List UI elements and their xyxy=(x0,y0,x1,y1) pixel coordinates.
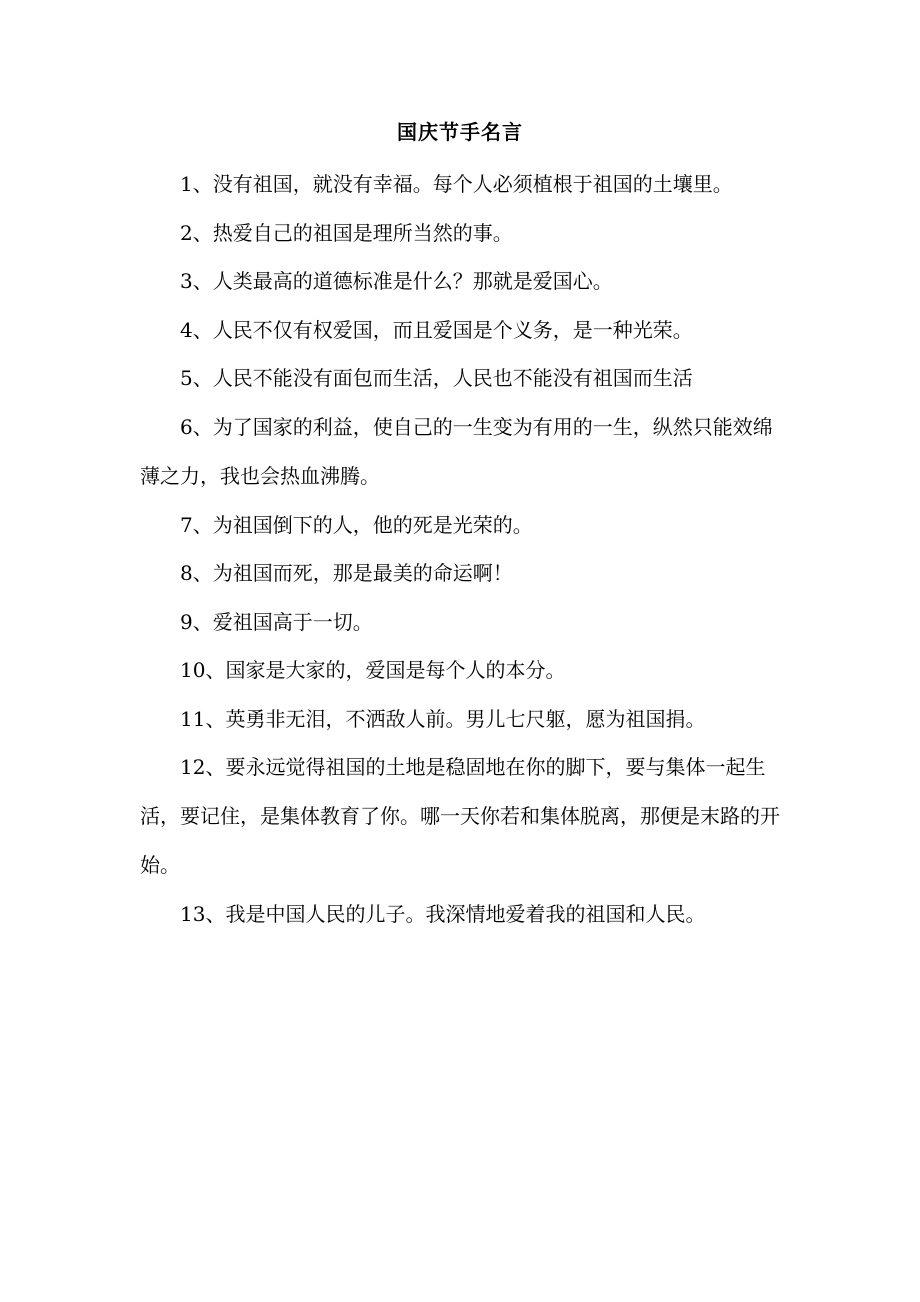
quote-paragraph-4: 4、人民不仅有权爱国，而且爱国是个义务，是一种光荣。 xyxy=(180,317,693,342)
document-title: 国庆节手名言 xyxy=(397,120,523,144)
quote-paragraph-7: 7、为祖国倒下的人，他的死是光荣的。 xyxy=(180,512,533,537)
quote-paragraph-13: 13、我是中国人民的儿子。我深情地爱着我的祖国和人民。 xyxy=(180,902,706,926)
quote-paragraph-6: 6、为了国家的利益，使自己的一生变为有用的一生，纵然只能效绵薄之力，我也会热血沸腾。 xyxy=(140,414,773,488)
quote-paragraph-1: 1、没有祖国，就没有幸福。每个人必须植根于祖国的土壤里。 xyxy=(180,172,733,196)
document-body xyxy=(140,160,788,939)
quote-paragraph-11: 11、英勇非无泪，不洒敌人前。男儿七尺躯，愿为祖国捐。 xyxy=(180,706,706,731)
quote-paragraph-10: 10、国家是大家的，爱国是每个人的本分。 xyxy=(180,658,566,682)
quote-paragraph-8: 8、为祖国而死，那是最美的命运啊！ xyxy=(180,561,513,585)
quote-paragraph-2: 2、热爱自己的祖国是理所当然的事。 xyxy=(180,220,513,245)
quote-paragraph-3: 3、人类最高的道德标准是什么？那就是爱国心。 xyxy=(180,269,613,293)
quote-paragraph-12: 12、要永远觉得祖国的土地是稳固地在你的脚下，要与集体一起生活，要记住，是集体教育了你。哪一天你若和集体脱离，那便是末路的开始。 xyxy=(140,755,780,877)
quote-paragraph-5: 5、人民不能没有面包而生活，人民也不能没有祖国而生活 xyxy=(180,366,693,390)
quote-paragraph-9: 9、爱祖国高于一切。 xyxy=(180,609,373,634)
